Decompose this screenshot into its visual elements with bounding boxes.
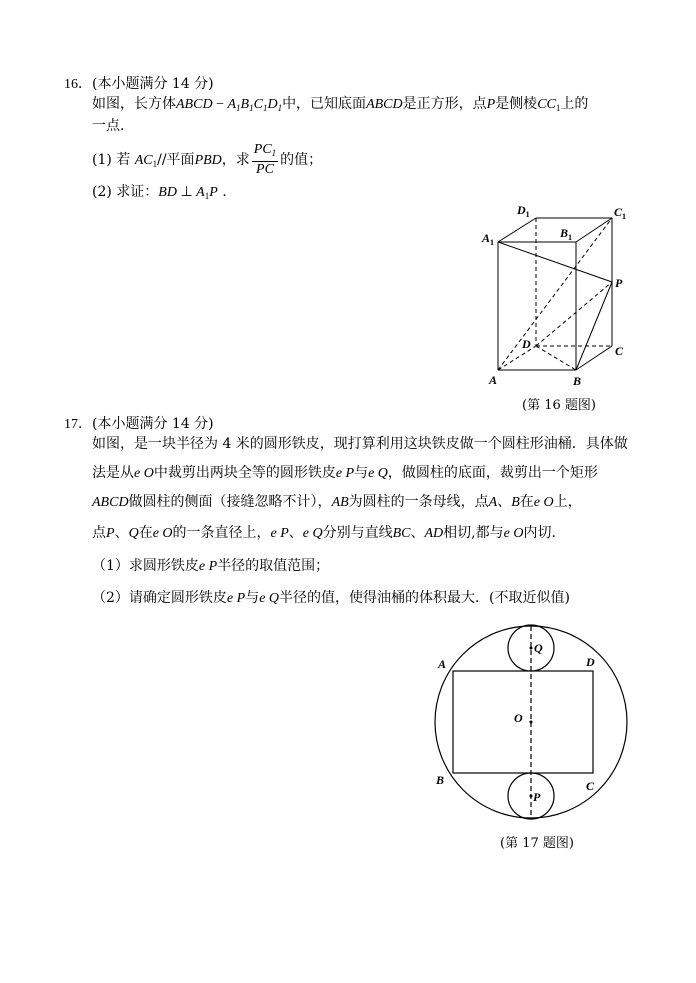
q17-part2: （2）请确定圆形铁皮e P与e Q半径的值，使得油桶的体积最大．(不取近似值) (92, 590, 570, 606)
fig16-label-a: A (489, 373, 498, 387)
q17-line1: 如图，是一块半径为 4 米的圆形铁皮，现打算利用这块铁皮做一个圆柱形油桶．具体做 (92, 436, 628, 452)
fig17-label-q: Q (534, 641, 543, 655)
fig17-label-c: C (586, 779, 595, 793)
q17-part1: （1）求圆形铁皮e P半径的取值范围； (92, 558, 330, 574)
q17-header: 17．(本小题满分 14 分) (64, 416, 214, 432)
fig16-label-a1: $A_1$ (482, 231, 495, 247)
fig16-label-d: D (522, 337, 531, 351)
q16-header: 16．(本小题满分 14 分) (64, 76, 214, 92)
q17-line2: 法是从e O中裁剪出两块全等的圆形铁皮e P与e Q，做圆柱的底面，裁剪出一个矩形 (92, 465, 598, 481)
fig16-label-b: B (573, 374, 582, 388)
figure-17-caption: (第 17 题图) (500, 836, 574, 851)
a1b1c1d1: $A_1B_1C_1D_1$ (227, 97, 283, 113)
q16-part1: (1) 若 $AC_1//$平面PBD，求 $\frac{PC_1}{PC}$ 的值； (92, 142, 323, 177)
fig17-label-b: B (436, 773, 445, 787)
figure-16-cuboid (476, 200, 636, 390)
q16-statement-line1: 如图，长方体ABCD − $A_1B_1C_1D_1$中，已知底面ABCD是正方形，点P是侧棱$CC_1$上的 (92, 96, 589, 113)
fig17-label-p: P (533, 790, 541, 804)
figure-17-circle (426, 618, 638, 830)
fig16-label-p: P (615, 276, 623, 290)
fig17-label-a: A (438, 657, 447, 671)
q17-line4: 点P、Q在e O的一条直径上，e P、e Q分别与直线BC、AD相切,都与e O内切． (92, 525, 566, 541)
q16-statement-line2: 一点. (92, 118, 125, 134)
fig17-label-d: D (586, 655, 595, 669)
q17-line3: ABCD做圆柱的侧面（接缝忽略不计），AB为圆柱的一条母线，点A、B在e O上， (92, 494, 582, 510)
q16-part2: (2) 求证：BD ⊥ $A_1P$ . (92, 184, 227, 201)
fig16-label-c1: $C_1$ (614, 205, 627, 221)
fig16-label-c: C (615, 344, 624, 358)
figure-16-caption: (第 16 题图) (522, 398, 596, 413)
fig17-label-o: O (514, 711, 523, 725)
fig16-label-b1: $B_1$ (560, 226, 573, 242)
fig16-label-d1: $D_1$ (517, 203, 530, 219)
fraction-pc1-over-pc: $\frac{PC_1}{PC}$ (253, 142, 277, 177)
